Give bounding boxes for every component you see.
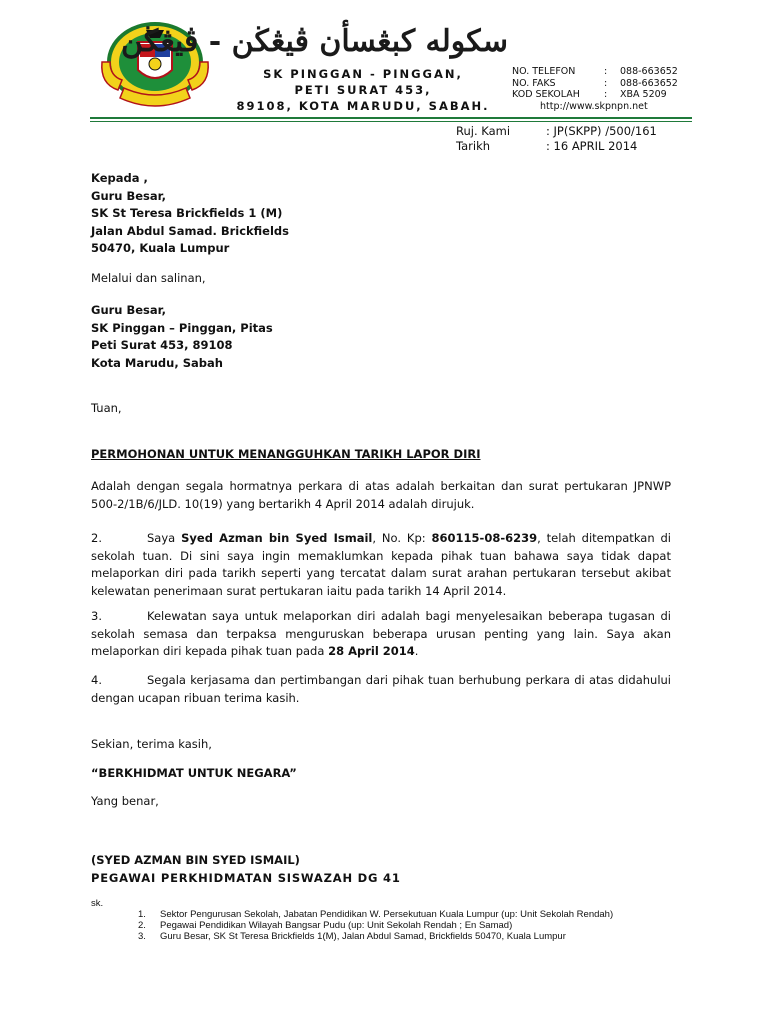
- cc-text: Sektor Pengurusan Sekolah, Jabatan Pendidikan W. Persekutuan Kuala Lumpur (up: Unit Sekolah Rendah): [160, 909, 614, 920]
- ref-label: Ruj. Kami: [456, 124, 511, 138]
- paragraph-text: Kelewatan saya untuk melaporkan diri adalah bagi menyelesaikan beberapa tugasan di sekolah semasa dan terpaksa menguruskan beberapa urusan penting yang lain. Saya akan melaporkan diri kepada pihak tuan pada: [91, 609, 671, 658]
- addressee-line: Kepada ,: [91, 171, 148, 185]
- date-label: Tarikh: [456, 139, 491, 153]
- header-divider-thin: [90, 121, 692, 122]
- cc-number: 3.: [138, 931, 146, 942]
- address-line: PETI SURAT 453,: [294, 83, 432, 97]
- paragraph-text: , No. Kp:: [372, 531, 432, 545]
- address-line: SK PINGGAN - PINGGAN,: [263, 67, 463, 81]
- addressee-line: 50470, Kuala Lumpur: [91, 241, 230, 255]
- header-divider: [90, 117, 692, 119]
- copy-to-line: Guru Besar,: [91, 303, 167, 317]
- closing-line: Sekian, terima kasih,: [91, 737, 212, 751]
- subject-heading: PERMOHONAN UNTUK MENANGGUHKAN TARIKH LAPOR DIRI: [91, 447, 481, 461]
- paragraph-number: 2.: [91, 531, 102, 545]
- yours-line: Yang benar,: [91, 794, 159, 808]
- paragraph-text: Segala kerjasama dan pertimbangan dari pihak tuan berhubung perkara di atas didahului dengan ucapan ribuan terima kasih.: [91, 673, 671, 705]
- report-date: 28 April 2014: [328, 644, 415, 658]
- school-address: [232, 66, 494, 114]
- reference-block: [456, 124, 657, 154]
- addressee-line: Jalan Abdul Samad. Brickfields: [91, 223, 290, 238]
- address-line: 89108, KOTA MARUDU, SABAH.: [236, 99, 490, 113]
- addressee-line: Guru Besar,: [91, 188, 167, 203]
- cc-number: 2.: [138, 920, 146, 931]
- paragraph-4: [91, 672, 671, 707]
- paragraph-2: [91, 530, 671, 600]
- paragraph-text: .: [414, 644, 419, 658]
- contact-value: 088-663652: [620, 77, 678, 89]
- motto: “BERKHIDMAT UNTUK NEGARA”: [91, 766, 297, 780]
- contact-row: KOD SEKOLAH : XBA 5209: [512, 89, 692, 101]
- cc-list: [138, 909, 613, 942]
- cc-item: [138, 909, 613, 920]
- date-value: : 16 APRIL 2014: [546, 139, 638, 153]
- ic-number: 860115-08-6239: [431, 531, 538, 545]
- cc-label: sk.: [91, 898, 104, 909]
- contact-row: NO. FAKS : 088-663652: [512, 78, 692, 90]
- paragraph-text: , telah ditempatkan di sekolah tuan. Di sini saya ingin memaklumkan kepada pihak tuan bahawa saya tidak dapat melaporkan diri pada tarikh seperti yang tercatat dalam surat arahan pertukaran tersebut akibat kelewatan penerimaan surat pertukaran iaitu pada tarikh 14 April 2014.: [91, 531, 672, 598]
- cc-item: [138, 920, 613, 931]
- contact-value: 088-663652: [620, 66, 678, 77]
- contact-label: NO. TELEFON: [512, 66, 576, 77]
- paragraph-3: [91, 608, 671, 661]
- paragraph-number: 3.: [91, 609, 102, 623]
- copy-to-line: SK Pinggan – Pinggan, Pitas: [91, 320, 273, 335]
- website-link[interactable]: http://www.skpnpn.net: [540, 100, 648, 112]
- cc-number: 1.: [138, 909, 146, 920]
- signature-block: [91, 852, 401, 887]
- ref-value: : JP(SKPP) /500/161: [546, 124, 657, 138]
- cc-item: [138, 931, 613, 942]
- paragraph-1: Adalah dengan segala hormatnya perkara di atas adalah berkaitan dan surat pertukaran JPNWP 500-2/1B/6/JLD. 10(19) yang bertarikh 4 April 2014 adalah dirujuk.: [91, 479, 671, 511]
- copy-to-line: Peti Surat 453, 89108: [91, 338, 233, 352]
- salutation: Tuan,: [91, 401, 122, 415]
- contact-block: [512, 66, 692, 112]
- applicant-name: Syed Azman bin Syed Ismail: [181, 531, 373, 545]
- cc-text: Guru Besar, SK St Teresa Brickfields 1(M), Jalan Abdul Samad, Brickfields 50470, Kuala Lumpur: [160, 931, 566, 942]
- cc-text: Pegawai Pendidikan Wilayah Bangsar Pudu (up: Unit Sekolah Rendah ; En Samad): [160, 920, 513, 931]
- copy-to-block: [91, 302, 273, 372]
- school-name-jawi: سكوله كبڠسأن ڤيڠڬن - ڤيڠڬن: [121, 24, 508, 59]
- contact-value: XBA 5209: [620, 89, 667, 100]
- addressee-block: [91, 170, 289, 258]
- contact-label: KOD SEKOLAH: [512, 89, 580, 100]
- addressee-line: SK St Teresa Brickfields 1 (M): [91, 206, 283, 220]
- paragraph-number: 4.: [91, 673, 102, 687]
- copy-to-line: Kota Marudu, Sabah: [91, 355, 223, 370]
- signatory-post: PEGAWAI PERKHIDMATAN SISWAZAH DG 41: [91, 870, 401, 885]
- contact-label: NO. FAKS: [512, 77, 556, 89]
- signatory-name: (SYED AZMAN BIN SYED ISMAIL): [91, 853, 300, 867]
- via-line: Melalui dan salinan,: [91, 271, 206, 285]
- paragraph-text: Saya: [147, 531, 182, 545]
- contact-row: NO. TELEFON : 088-663652: [512, 66, 692, 78]
